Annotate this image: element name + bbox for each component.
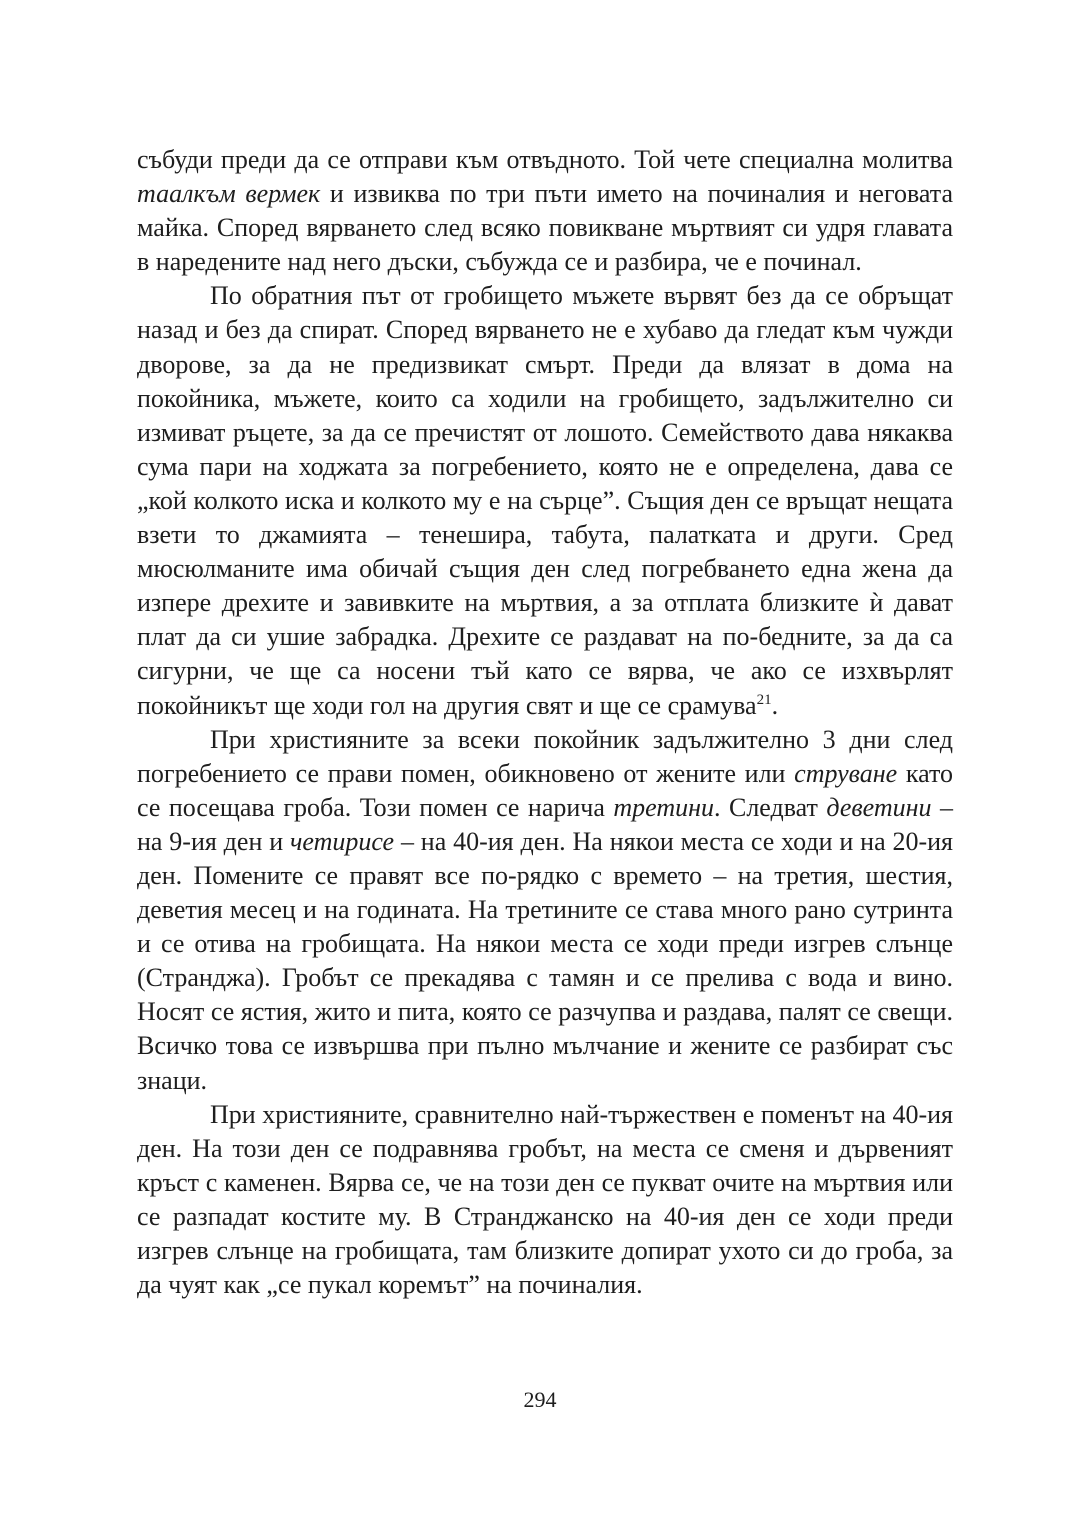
footnote-ref: 21: [756, 691, 772, 708]
italic-term: третини: [613, 792, 715, 822]
paragraph: [137, 1098, 953, 1303]
paragraph: [137, 279, 953, 722]
text-run: При християните, сравнително най-тържествен е поменът на 40-ия ден. На този ден се подравнява гробът, на места се сменя и дървеният кръст с каменен. Вярва се, че на този ден се пукват очите на мъртвия или се разпадат костите му. В Странджанско на 40-ия ден се ходи преди изгрев слънце на гробищата, там близките допират ухото си до гроба, за да чуят как „се пукал коремът” на починалия.: [137, 1099, 953, 1300]
italic-term: таалкъм вермек: [137, 179, 321, 209]
italic-term: деветини: [826, 792, 932, 822]
text-run: . Следват: [714, 792, 827, 822]
italic-term: струване: [794, 758, 898, 788]
text-run: При християните за всеки покойник задължително 3 дни след погребението се прави помен, обикновено от жените или: [137, 724, 953, 788]
text-run: и извиква по три пъти името на починалия и неговата майка. Според вярването след всяко повикване мъртвият си удря главата в наредените над него дъски, събужда се и разбира, че е починал.: [137, 179, 953, 277]
text-run: .: [771, 690, 779, 720]
text-run: – на 9-ия ден и: [137, 792, 953, 856]
text-run: По обратния път от гробището мъжете вървят без да се обръщат назад и без да спират. Според вярването не е хубаво да гледат към чужди дворове, за да не предизвикат смърт. Преди да влязат в дома на покойника, мъжете, които са ходили на гробището, задължително си измиват ръцете, за да се пречистят от лошото. Семейството дава някаква сума пари на ходжата за погребението, която не е определена, дава се „кой колкото иска и колкото му е на сърце”. Същия ден се връщат нещата взети то джамията – тенешира, табута, палатката и други. Сред мюсюлманите има обичай същия ден след погребването една жена да изпере дрехите и завивките на мъртвия, а за отплата близките ѝ дават плат да си ушие забрадка. Дрехите се раздават на по-бедните, за да са сигурни, че ще са носени тъй като се вярва, че ако се изхвърлят покойникът ще ходи гол на другия свят и ще се срамува: [137, 281, 953, 720]
page-number: 294: [523, 1387, 557, 1412]
page-body: [137, 143, 953, 1302]
paragraph: [137, 143, 953, 279]
text-run: като се посещава гроба. Този помен се нарича: [137, 758, 954, 822]
text-run: – на 40-ия ден. На някои места се ходи и на 20-ия ден. Помените се правят все по-рядко с времето – на третия, шестия, деветия месец и на годината. На третините се става много рано сутринта и се отива на гробищата. На някои места се ходи преди изгрев слънце (Странджа). Гробът се прекадява с тамян и се прелива с вода и вино. Носят се ястия, жито и пита, която се разчупва и раздава, палят се свещи. Всичко това се извършва при пълно мълчание и жените се разбират със знаци.: [137, 826, 953, 1095]
italic-term: четирисе: [289, 826, 395, 856]
paragraph: [137, 723, 953, 1098]
text-run: събуди преди да се отправи към отвъдното. Той чете специална молитва: [137, 145, 953, 174]
